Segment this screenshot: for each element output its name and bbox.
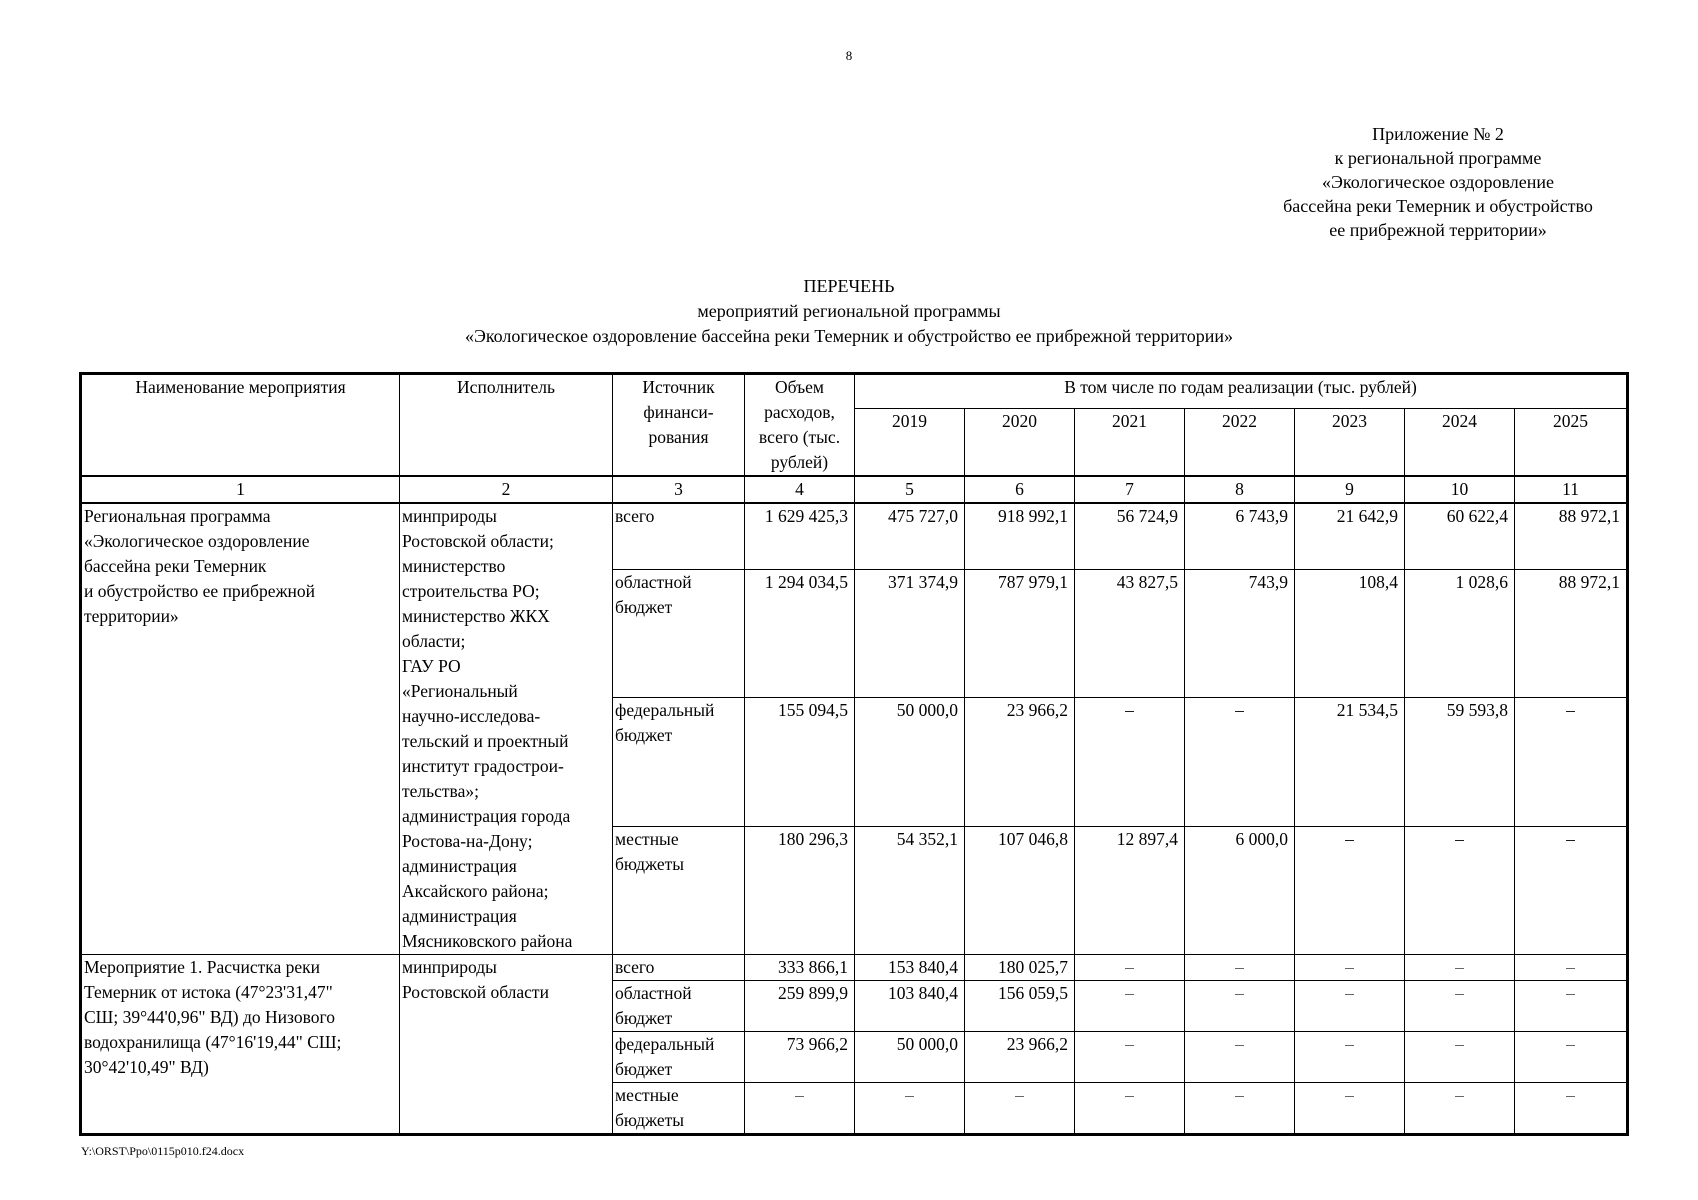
header-source-line: рования — [648, 427, 709, 447]
name-line: 30°42'10,49" ВД) — [84, 1057, 209, 1077]
amount-cell: 1 294 034,5 — [745, 570, 855, 698]
executor-line: тельский и проектный — [402, 731, 569, 751]
name-line: водохранилища (47°16'19,44" СШ; — [84, 1032, 342, 1052]
funding-source-line: всего — [615, 506, 655, 526]
appendix-line: Приложение № 2 — [1372, 124, 1504, 144]
amount-cell: – — [1295, 826, 1405, 954]
amount-cell: 88 972,1 — [1515, 503, 1627, 570]
table-row — [82, 955, 1627, 981]
amount-cell: 155 094,5 — [745, 698, 855, 826]
amount-cell: 107 046,8 — [965, 826, 1075, 954]
amount-cell: 156 059,5 — [965, 981, 1075, 1032]
amount-cell: 50 000,0 — [855, 1032, 965, 1083]
amount-cell: – — [1075, 1083, 1185, 1134]
amount-cell: 918 992,1 — [965, 503, 1075, 570]
amount-cell: 259 899,9 — [745, 981, 855, 1032]
amount-cell: – — [1295, 1083, 1405, 1134]
executor-line: научно-исследова- — [402, 706, 541, 726]
column-number-cell: 2 — [400, 476, 613, 503]
amount-cell: 21 534,5 — [1295, 698, 1405, 826]
amount-cell: – — [1295, 981, 1405, 1032]
amount-cell: 743,9 — [1185, 570, 1295, 698]
header-year: 2025 — [1515, 408, 1627, 476]
amount-cell: – — [1405, 981, 1515, 1032]
amount-cell: – — [1075, 698, 1185, 826]
header-executor: Исполнитель — [400, 375, 613, 477]
funding-source — [613, 698, 745, 826]
amount-cell: 787 979,1 — [965, 570, 1075, 698]
program-executor — [400, 503, 613, 955]
amount-cell: – — [1185, 981, 1295, 1032]
header-volume-line: Объем — [775, 377, 824, 397]
amount-cell: 54 352,1 — [855, 826, 965, 954]
amount-cell: – — [1075, 955, 1185, 981]
amount-cell: – — [1405, 826, 1515, 954]
amount-cell: – — [745, 1083, 855, 1134]
column-number-row — [82, 476, 1627, 503]
funding-source-line: бюджет — [615, 597, 673, 618]
header-source-line: Источник — [642, 377, 715, 397]
funding-source — [613, 981, 745, 1032]
amount-cell: – — [1075, 981, 1185, 1032]
funding-source — [613, 1032, 745, 1083]
executor-line: Мясниковского района — [402, 931, 573, 951]
executor-line: администрация города — [402, 806, 571, 826]
amount-cell: 6 000,0 — [1185, 826, 1295, 954]
executor-line: Аксайского района; — [402, 881, 549, 901]
header-year: 2022 — [1185, 408, 1295, 476]
header-year: 2021 — [1075, 408, 1185, 476]
executor-line: строительства РО; — [402, 581, 540, 601]
funding-source-line: бюджет — [615, 1059, 673, 1079]
amount-cell: 60 622,4 — [1405, 503, 1515, 570]
amount-cell: – — [1295, 1032, 1405, 1083]
funding-source — [613, 955, 745, 981]
column-number-cell: 10 — [1405, 476, 1515, 503]
funding-source-line: местные — [615, 1085, 679, 1105]
executor-line: ГАУ РО — [402, 656, 461, 676]
name-line: бассейна реки Темерник — [84, 556, 267, 576]
amount-cell: – — [1515, 698, 1627, 826]
column-number-cell: 3 — [613, 476, 745, 503]
amount-cell: – — [1295, 955, 1405, 981]
amount-cell: 153 840,4 — [855, 955, 965, 981]
funding-source-line: областной — [615, 983, 692, 1003]
executor-line: министерство ЖКХ — [402, 606, 550, 626]
name-line: «Экологическое оздоровление — [84, 531, 310, 551]
appendix-line: к региональной программе — [1334, 148, 1542, 168]
program-name — [82, 503, 400, 955]
name-line: Мероприятие 1. Расчистка реки — [84, 957, 321, 977]
column-number-cell: 8 — [1185, 476, 1295, 503]
name-line: СШ; 39°44'0,96" ВД) до Низового — [84, 1007, 335, 1027]
header-year: 2020 — [965, 408, 1075, 476]
amount-cell: – — [1185, 1032, 1295, 1083]
executor-line: «Региональный — [402, 681, 518, 701]
amount-cell: 23 966,2 — [965, 698, 1075, 826]
document-title — [0, 274, 1698, 349]
amount-cell: 23 966,2 — [965, 1032, 1075, 1083]
amount-cell: – — [1515, 1032, 1627, 1083]
funding-source — [613, 826, 745, 954]
amount-cell: 6 743,9 — [1185, 503, 1295, 570]
funding-source — [613, 503, 745, 570]
name-line: и обустройство ее прибрежной — [84, 581, 316, 601]
amount-cell: 103 840,4 — [855, 981, 965, 1032]
column-number-cell: 6 — [965, 476, 1075, 503]
appendix-line: «Экологическое оздоровление — [1322, 172, 1554, 192]
funding-source-line: бюджеты — [615, 853, 685, 874]
appendix-line: бассейна реки Темерник и обустройство — [1283, 196, 1593, 216]
funding-source — [613, 570, 745, 698]
header-row — [82, 375, 1627, 409]
amount-cell: 43 827,5 — [1075, 570, 1185, 698]
amount-cell: 56 724,9 — [1075, 503, 1185, 570]
amount-cell: – — [1185, 1083, 1295, 1134]
amount-cell: 371 374,9 — [855, 570, 965, 698]
executor-line: минприроды — [402, 957, 497, 977]
amount-cell: – — [1405, 1032, 1515, 1083]
executor-line: Ростовской области — [402, 982, 549, 1002]
title-line: мероприятий региональной программы — [697, 301, 1001, 321]
executor-line: области; — [402, 631, 466, 651]
funding-source-line: федеральный — [615, 1034, 715, 1054]
executor-line: Ростова-на-Дону; — [402, 831, 533, 851]
name-line: Региональная программа — [84, 506, 271, 526]
header-year: 2023 — [1295, 408, 1405, 476]
amount-cell: – — [1405, 1083, 1515, 1134]
amount-cell: – — [855, 1083, 965, 1134]
header-volume-line: рублей) — [770, 452, 829, 472]
executor-line: Ростовской области; — [402, 531, 554, 551]
amount-cell: 108,4 — [1295, 570, 1405, 698]
amount-cell: – — [1515, 955, 1627, 981]
header-volume-line: всего (тыс. — [758, 427, 841, 447]
amount-cell: 1 629 425,3 — [745, 503, 855, 570]
file-path-footer: Y:\ORST\Ppo\0115p010.f24.docx — [81, 1144, 245, 1158]
amount-cell: 1 028,6 — [1405, 570, 1515, 698]
header-volume — [745, 375, 855, 477]
column-number-cell: 1 — [82, 476, 400, 503]
funding-source-line: местные — [615, 828, 679, 849]
column-number-cell: 4 — [745, 476, 855, 503]
amount-cell: 180 296,3 — [745, 826, 855, 954]
header-year: 2024 — [1405, 408, 1515, 476]
column-number-cell: 5 — [855, 476, 965, 503]
amount-cell: – — [1515, 981, 1627, 1032]
header-year: 2019 — [855, 408, 965, 476]
executor-line: тельства»; — [402, 781, 479, 801]
amount-cell: 21 642,9 — [1295, 503, 1405, 570]
amount-cell: – — [1405, 955, 1515, 981]
amount-cell: 59 593,8 — [1405, 698, 1515, 826]
executor-line: администрация — [402, 906, 517, 926]
amount-cell: – — [1185, 955, 1295, 981]
column-number-cell: 7 — [1075, 476, 1185, 503]
measure-1-name — [82, 955, 400, 1134]
header-source-line: финанси- — [643, 402, 714, 422]
header-source — [613, 375, 745, 477]
funding-source-line: всего — [615, 957, 655, 977]
header-years-group: В том числе по годам реализации (тыс. рублей) — [855, 375, 1627, 409]
amount-cell: – — [1185, 698, 1295, 826]
amount-cell: 333 866,1 — [745, 955, 855, 981]
measures-table — [81, 374, 1627, 1134]
amount-cell: 88 972,1 — [1515, 570, 1627, 698]
funding-source-line: бюджеты — [615, 1110, 685, 1130]
title-line: ПЕРЕЧЕНЬ — [803, 276, 895, 296]
title-line: «Экологическое оздоровление бассейна реки Темерник и обустройство ее прибрежной территории» — [464, 326, 1234, 346]
amount-cell: – — [1515, 1083, 1627, 1134]
amount-cell: 475 727,0 — [855, 503, 965, 570]
funding-source-line: областной — [615, 572, 692, 593]
amount-cell: 12 897,4 — [1075, 826, 1185, 954]
header-volume-line: расходов, — [764, 402, 835, 422]
funding-source-line: бюджет — [615, 725, 673, 746]
amount-cell: 73 966,2 — [745, 1032, 855, 1083]
amount-cell: 50 000,0 — [855, 698, 965, 826]
executor-line: институт градострои- — [402, 756, 564, 776]
page-number: 8 — [845, 48, 853, 63]
appendix-header — [1248, 122, 1628, 242]
amount-cell: – — [965, 1083, 1075, 1134]
name-line: территории» — [84, 606, 179, 626]
name-line: Темерник от истока (47°23'31,47" — [84, 982, 333, 1002]
executor-line: минприроды — [402, 506, 497, 526]
amount-cell: – — [1075, 1032, 1185, 1083]
amount-cell: – — [1515, 826, 1627, 954]
executor-line: министерство — [402, 556, 506, 576]
funding-source-line: бюджет — [615, 1008, 673, 1028]
column-number-cell: 11 — [1515, 476, 1627, 503]
table-row — [82, 503, 1627, 570]
header-name: Наименование мероприятия — [82, 375, 400, 477]
funding-source-line: федеральный — [615, 700, 715, 721]
column-number-cell: 9 — [1295, 476, 1405, 503]
appendix-line: ее прибрежной территории» — [1329, 220, 1547, 240]
amount-cell: 180 025,7 — [965, 955, 1075, 981]
measure-1-executor — [400, 955, 613, 1134]
executor-line: администрация — [402, 856, 517, 876]
funding-source — [613, 1083, 745, 1134]
